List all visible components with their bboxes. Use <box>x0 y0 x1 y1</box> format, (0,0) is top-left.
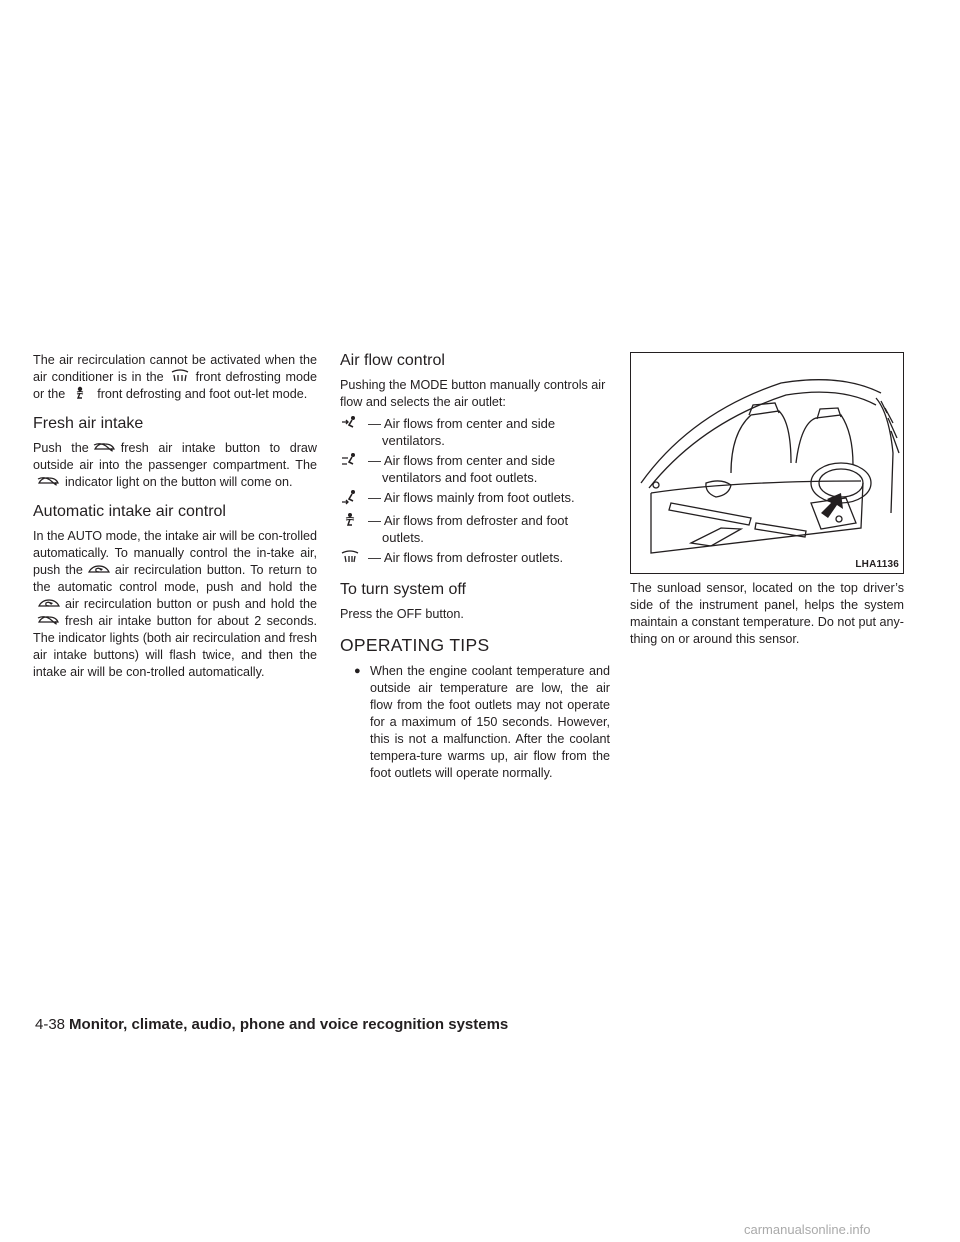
heading-turn-system-off: To turn system off <box>340 581 466 598</box>
mode-list <box>340 415 610 569</box>
figure-label: LHA1136 <box>855 559 899 570</box>
bi-level-mode-icon <box>340 452 368 486</box>
tip-item <box>354 663 610 782</box>
text: air recirculation button or push and hold the <box>65 597 317 611</box>
fresh-air-icon <box>36 474 62 488</box>
text: In the AUTO mode, the intake air will be con-trolled automatically. To manually control the in-take air, push the <box>33 529 317 577</box>
paragraph-fresh-air <box>33 440 317 491</box>
paragraph-recirculation-note <box>33 352 317 403</box>
heading-fresh-air-intake: Fresh air intake <box>33 415 144 432</box>
text: air recirculation button. To return to the automatic control mode, push and hold the <box>33 563 317 594</box>
dashboard-illustration <box>631 353 903 573</box>
paragraph-sunload-sensor: The sunload sensor, located on the top driver’s side of the instrument panel, helps the system maintain a constant temperature. Do not put any-thing on or around this sensor. <box>630 581 904 646</box>
text: fresh air intake button for about 2 seconds. The indicator lights (both air recirculation and fresh air intake buttons) will flash twice, and then the intake air will be con-trolled automatically. <box>33 614 317 679</box>
text: front defrosting mode or the <box>33 370 317 401</box>
heading-operating-tips: OPERATING TIPS <box>340 635 490 655</box>
text: — Air flows from defroster outlets. <box>368 550 564 565</box>
defrost-foot-icon <box>68 386 94 400</box>
text: — Air flows from center and side ventilators and foot outlets. <box>368 453 556 485</box>
chapter-title: Monitor, climate, audio, phone and voice recognition systems <box>69 1016 509 1033</box>
text: The air recirculation cannot be activated when the air conditioner is in the <box>33 353 317 384</box>
defrost-icon <box>167 369 193 383</box>
paragraph-turn-off: Press the OFF button. <box>340 607 464 621</box>
text: fresh air intake button to draw outside air into the passenger compartment. The <box>33 441 317 472</box>
text: — Air flows mainly from foot outlets. <box>368 490 575 505</box>
page-footer <box>35 1016 508 1033</box>
sunload-sensor-figure <box>630 352 904 574</box>
mode-item-bi-level <box>340 452 610 486</box>
column-left <box>33 352 317 681</box>
fresh-air-icon <box>36 613 62 627</box>
text: — Air flows from center and side ventilators. <box>368 416 556 448</box>
mode-item-defrost <box>340 549 610 569</box>
heading-automatic-intake: Automatic intake air control <box>33 503 226 520</box>
watermark: carmanualsonline.info <box>744 1222 871 1237</box>
recirculation-icon <box>36 596 62 610</box>
bullet: ● <box>354 665 361 677</box>
vent-mode-icon <box>340 415 368 449</box>
text: Push the <box>33 441 89 455</box>
text: indicator light on the button will come on. <box>65 475 293 489</box>
text: When the engine coolant temperature and outside air temperature are low, the air flow from the foot outlets may not operate for a maximum of 150 seconds. However, this is not a malfunction. After the coolant tempera-ture warms up, air flow from the foot outlets will operate normally. <box>370 664 610 780</box>
foot-mode-icon <box>340 489 368 509</box>
recirculation-icon <box>86 562 112 576</box>
fresh-air-icon <box>92 440 118 454</box>
defrost-mode-icon <box>340 549 368 569</box>
page-number: 4-38 <box>35 1016 66 1033</box>
paragraph-mode-intro: Pushing the MODE button manually controls air flow and selects the air outlet: <box>340 378 606 409</box>
text: — Air flows from defroster and foot outlets. <box>368 513 569 545</box>
mode-item-foot <box>340 489 610 509</box>
heading-air-flow-control: Air flow control <box>340 352 445 369</box>
mode-item-vent <box>340 415 610 449</box>
column-right <box>630 352 904 648</box>
mode-item-defrost-foot <box>340 512 610 546</box>
column-middle <box>340 352 610 782</box>
defrost-foot-mode-icon <box>340 512 368 546</box>
text: front defrosting and foot out-let mode. <box>97 387 308 401</box>
paragraph-automatic-intake <box>33 528 317 681</box>
